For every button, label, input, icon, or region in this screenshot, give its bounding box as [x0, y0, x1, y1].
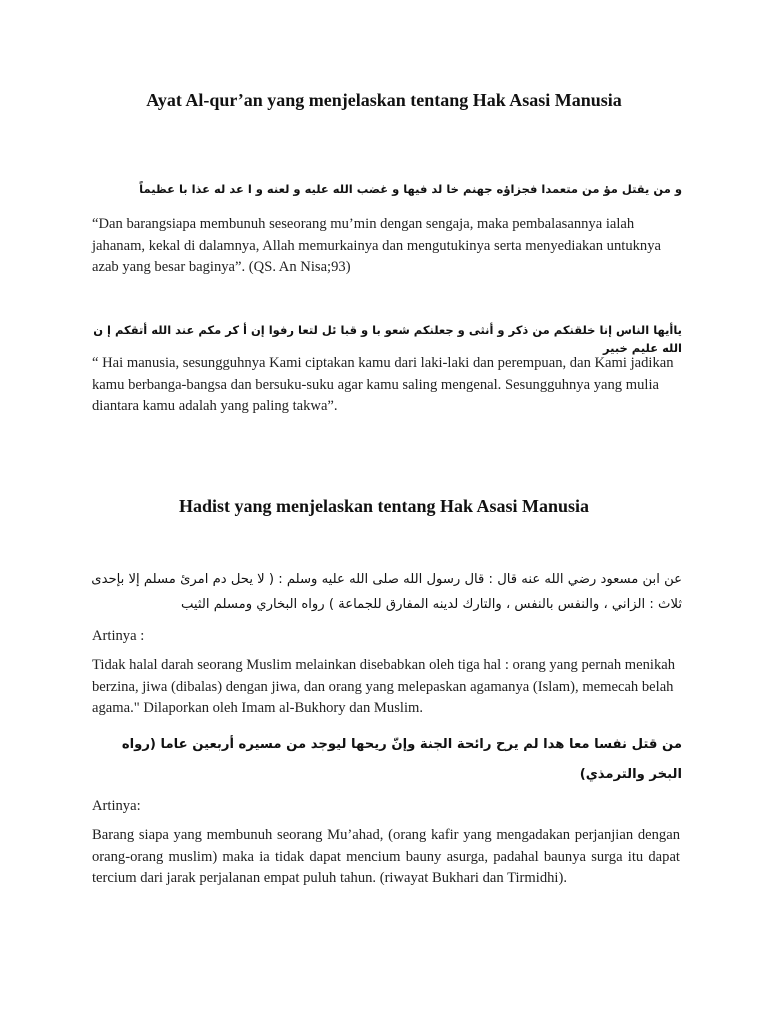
- artinya-label-1: Artinya :: [92, 628, 145, 644]
- section-title-hadist: Hadist yang menjelaskan tentang Hak Asasi Manusia: [178, 496, 590, 516]
- artinya-label-2: Artinya:: [92, 798, 141, 814]
- section-title-quran: Ayat Al-qur’an yang menjelaskan tentang Hak Asasi Manusia: [146, 90, 622, 110]
- verse-translation-alhujurat: “ Hai manusia, sesungguhnya Kami ciptakan kamu dari laki-laki dan perempuan, dan Kami jadikan kamu berbanga-bangsa dan bersuku-suku agar kamu saling mengenal. Sesungguhnya yang mulia diantara kamu adalah yang paling takwa”.: [92, 355, 674, 415]
- hadith-arabic-muahad: من قتل نفسا معا هدا لم يرح رائحة الجنة وإنّ ريحها ليوجد من مسيره أربعين عاما (رواه البخر والترمذي): [121, 737, 682, 782]
- verse-translation-annisa: “Dan barangsiapa membunuh seseorang mu’min dengan sengaja, maka pembalasannya ialah jahanam, kekal di dalamnya, Allah memurkainya dan mengutukinya serta menyediakan untuknya azab yang besar baginya”. (QS. An Nisa;93): [92, 216, 661, 276]
- hadith-translation-muahad: Barang siapa yang membunuh seorang Mu’ahad, (orang kafir yang mengadakan perjanjian dengan orang-orang muslim) maka ia tidak dapat mencium bauny asurga, padahal baunya surga itu dapat tercium dari jarak perjalanan empat puluh tahun. (riwayat Bukhari dan Tirmidhi).: [92, 827, 680, 887]
- hadith-arabic-ibn-masud: عن ابن مسعود رضي الله عنه قال : قال رسول الله صلى الله عليه وسلم : ( لا يحل دم امرئ مسلم إلا بإحدى ثلاث : الزاني ، والنفس بالنفس ، والتارك لدينه المفارق للجماعة ) رواه البخاري ومسلم الثيب: [91, 572, 682, 612]
- verse-arabic-alhujurat: ياأيها الناس إنا خلقنكم من ذكر و أنثى و جعلنكم شعو با و قبا ئل لتعا رفوا إن أ كر مكم عند الله أتقكم إ ن الله عليم خبير: [93, 323, 682, 355]
- hadith-translation-ibn-masud: Tidak halal darah seorang Muslim melainkan disebabkan oleh tiga hal : orang yang pernah menikah berzina, jiwa (dibalas) dengan jiwa, dan orang yang melepaskan agamanya (Islam), memecah belah agama." Dilaporkan oleh Imam al-Bukhory dan Muslim.: [92, 657, 676, 717]
- verse-arabic-annisa: و من يقتل مؤ من متعمدا فجزاؤه جهنم خا لد فيها و غضب الله عليه و لعنه و ا عد له عذا با عظيماً: [139, 182, 682, 196]
